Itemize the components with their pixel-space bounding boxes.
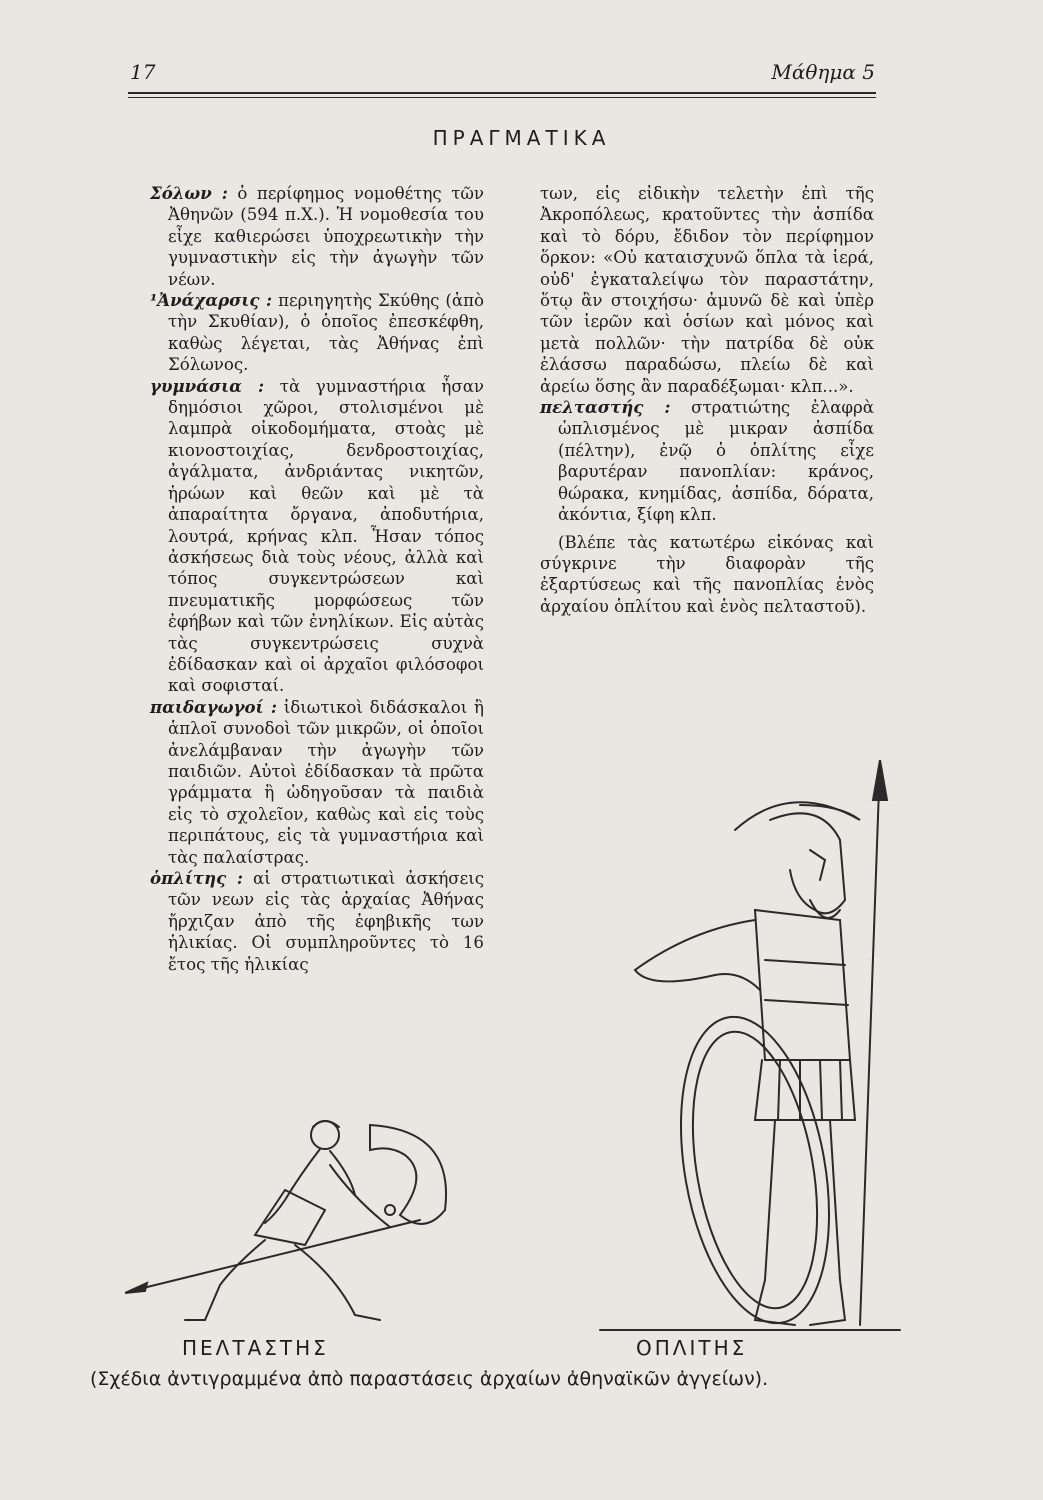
page-number: 17: [130, 60, 156, 84]
glossary-entry: [150, 183, 484, 290]
header-rule-thin: [128, 97, 876, 98]
header-rule: [128, 92, 876, 94]
entry-text: αἱ στρατιωτικαὶ ἀσκήσεις τῶν νεων εἰς τὰς ἀρχαίας Ἀθήνας ἤρχιζαν ἀπὸ τῆς ἐφηβικῆς των ἡλικίας. Οἱ συμπληροῦντες τὸ 16 ἔτος τῆς ἡλικίας: [168, 869, 484, 974]
hoplite-caption: ΟΠΛΙΤΗΣ: [636, 1336, 748, 1360]
entry-term: ὁπλίτης :: [150, 868, 243, 888]
section-title: ΠΡΑΓΜΑΤΙΚΑ: [432, 126, 611, 150]
left-column: [150, 183, 484, 975]
continuation-text: των, εἰς εἰδικὴν τελετὴν ἐπὶ τῆς Ἀκροπόλεως, κρατοῦντες τὴν ἀσπίδα καὶ τὸ δόρυ, ἔδιδον τὸν περίφημον ὅρκον: «Οὐ καταισχυνῶ ὅπλα τὰ ἱερά, οὐδ' ἐγκαταλείψω τὸν παραστάτην, ὅτῳ ἂν στοιχήσω· ἀμυνῶ δὲ καὶ ὑπὲρ τῶν ἱερῶν καὶ ὁσίων καὶ μόνος καὶ μετὰ πολλῶν· τὴν πατρίδα δὲ οὐκ ἐλάσσω παραδώσω, πλείω δὲ καὶ ἀρείω ὅσης ἂν παραδέξωμαι· κλπ...».: [540, 184, 874, 396]
glossary-entry: [150, 697, 484, 868]
entry-text: ἰδιωτικοὶ διδάσκαλοι ἢ ἁπλοῖ συνοδοὶ τῶν μικρῶν, οἱ ὁποῖοι ἀνελάμβαναν τὴν ἀγωγὴν τῶν παιδιῶν. Αὐτοὶ ἐδίδασκαν τὰ πρῶτα γράμματα ἢ ὡδηγοῦσαν τὰ παιδιὰ εἰς τὸ σχολεῖον, καθὼς καὶ εἰς τοὺς περιπάτους, εἰς τὰ γυμναστήρια καὶ τὰς παλαίστρας.: [168, 697, 484, 867]
peltast-illustration: [125, 1115, 505, 1330]
glossary-entry: [150, 868, 484, 975]
entry-text: ὁ περίφημος νομοθέτης τῶν Ἀθηνῶν (594 π.Χ.). Ἡ νομοθεσία του εἶχε καθιερώσει ὑποχρεωτικὴν τὴν γυμναστικὴν εἰς τὴν ἀγωγὴν τῶν νέων.: [168, 184, 485, 289]
entry-term: πελταστής :: [540, 397, 671, 418]
glossary-entry: [150, 376, 484, 697]
entry-text: περιηγητὴς Σκύθης (ἀπὸ τὴν Σκυθίαν), ὁ ὁποῖος ἐπεσκέφθη, καθὼς λέγεται, τὰς Ἀθήνας ἐπὶ Σόλωνος.: [168, 291, 485, 375]
entry-term: γυμνάσια :: [150, 375, 265, 396]
glossary-entry: [150, 290, 484, 376]
entry-term: παιδαγωγοί :: [150, 696, 277, 717]
glossary-entry: [540, 397, 874, 525]
lesson-label: Μάθημα 5: [771, 60, 875, 84]
peltast-caption: ΠΕΛΤΑΣΤΗΣ: [182, 1336, 329, 1360]
entry-text: στρατιώτης ἐλαφρὰ ὡπλισμένος μὲ μικραν ἀσπίδα (πέλτην), ἐνῷ ὁ ὁπλίτης εἶχε βαρυτέραν πανοπλίαν: κράνος, θώρακα, κνημίδας, ἀσπίδα, δόρατα, ἀκόντια, ξίφη κλπ.: [558, 398, 874, 525]
source-caption: (Σχέδια ἀντιγραμμένα ἀπὸ παραστάσεις ἀρχαίων ἀθηναϊκῶν ἀγγείων).: [90, 1368, 769, 1390]
entry-text: τὰ γυμναστήρια ἦσαν δημόσιοι χῶροι, στολισμένοι μὲ λαμπρὰ οἰκοδομήματα, στοὰς μὲ κιονοστοιχίας, δενδροστοιχίας, ἀγάλματα, ἀνδριάντας νικητῶν, ἡρώων καὶ θεῶν καὶ μὲ τὰ ἀπαραίτητα ὄργανα, ἀποδυτήρια, λουτρά, κρήνας κλπ. Ἦσαν τόπος ἀσκήσεως διὰ τοὺς νέους, ἀλλὰ καὶ τόπος συγκεντρώσεων καὶ πνευματικῆς μορφώσεως τῶν ἐφήβων καὶ τῶν ἐνηλίκων. Εἰς αὐτὰς τὰς συγκεντρώσεις συχνὰ ἐδίδασκαν καὶ οἱ ἀρχαῖοι φιλόσοφοι καὶ σοφισταί.: [168, 376, 484, 696]
entry-term: Σόλων :: [150, 183, 228, 203]
figure-note: (Βλέπε τὰς κατωτέρω εἰκόνας καὶ σύγκρινε τὴν διαφορὰν τῆς ἐξαρτύσεως καὶ τῆς πανοπλίας ἑνὸς ἀρχαίου ὁπλίτου καὶ ἑνὸς πελταστοῦ).: [540, 532, 874, 616]
right-column: [540, 183, 874, 617]
hoplite-illustration: [540, 760, 910, 1335]
entry-term: ¹Ἀνάχαρσις :: [150, 290, 273, 311]
